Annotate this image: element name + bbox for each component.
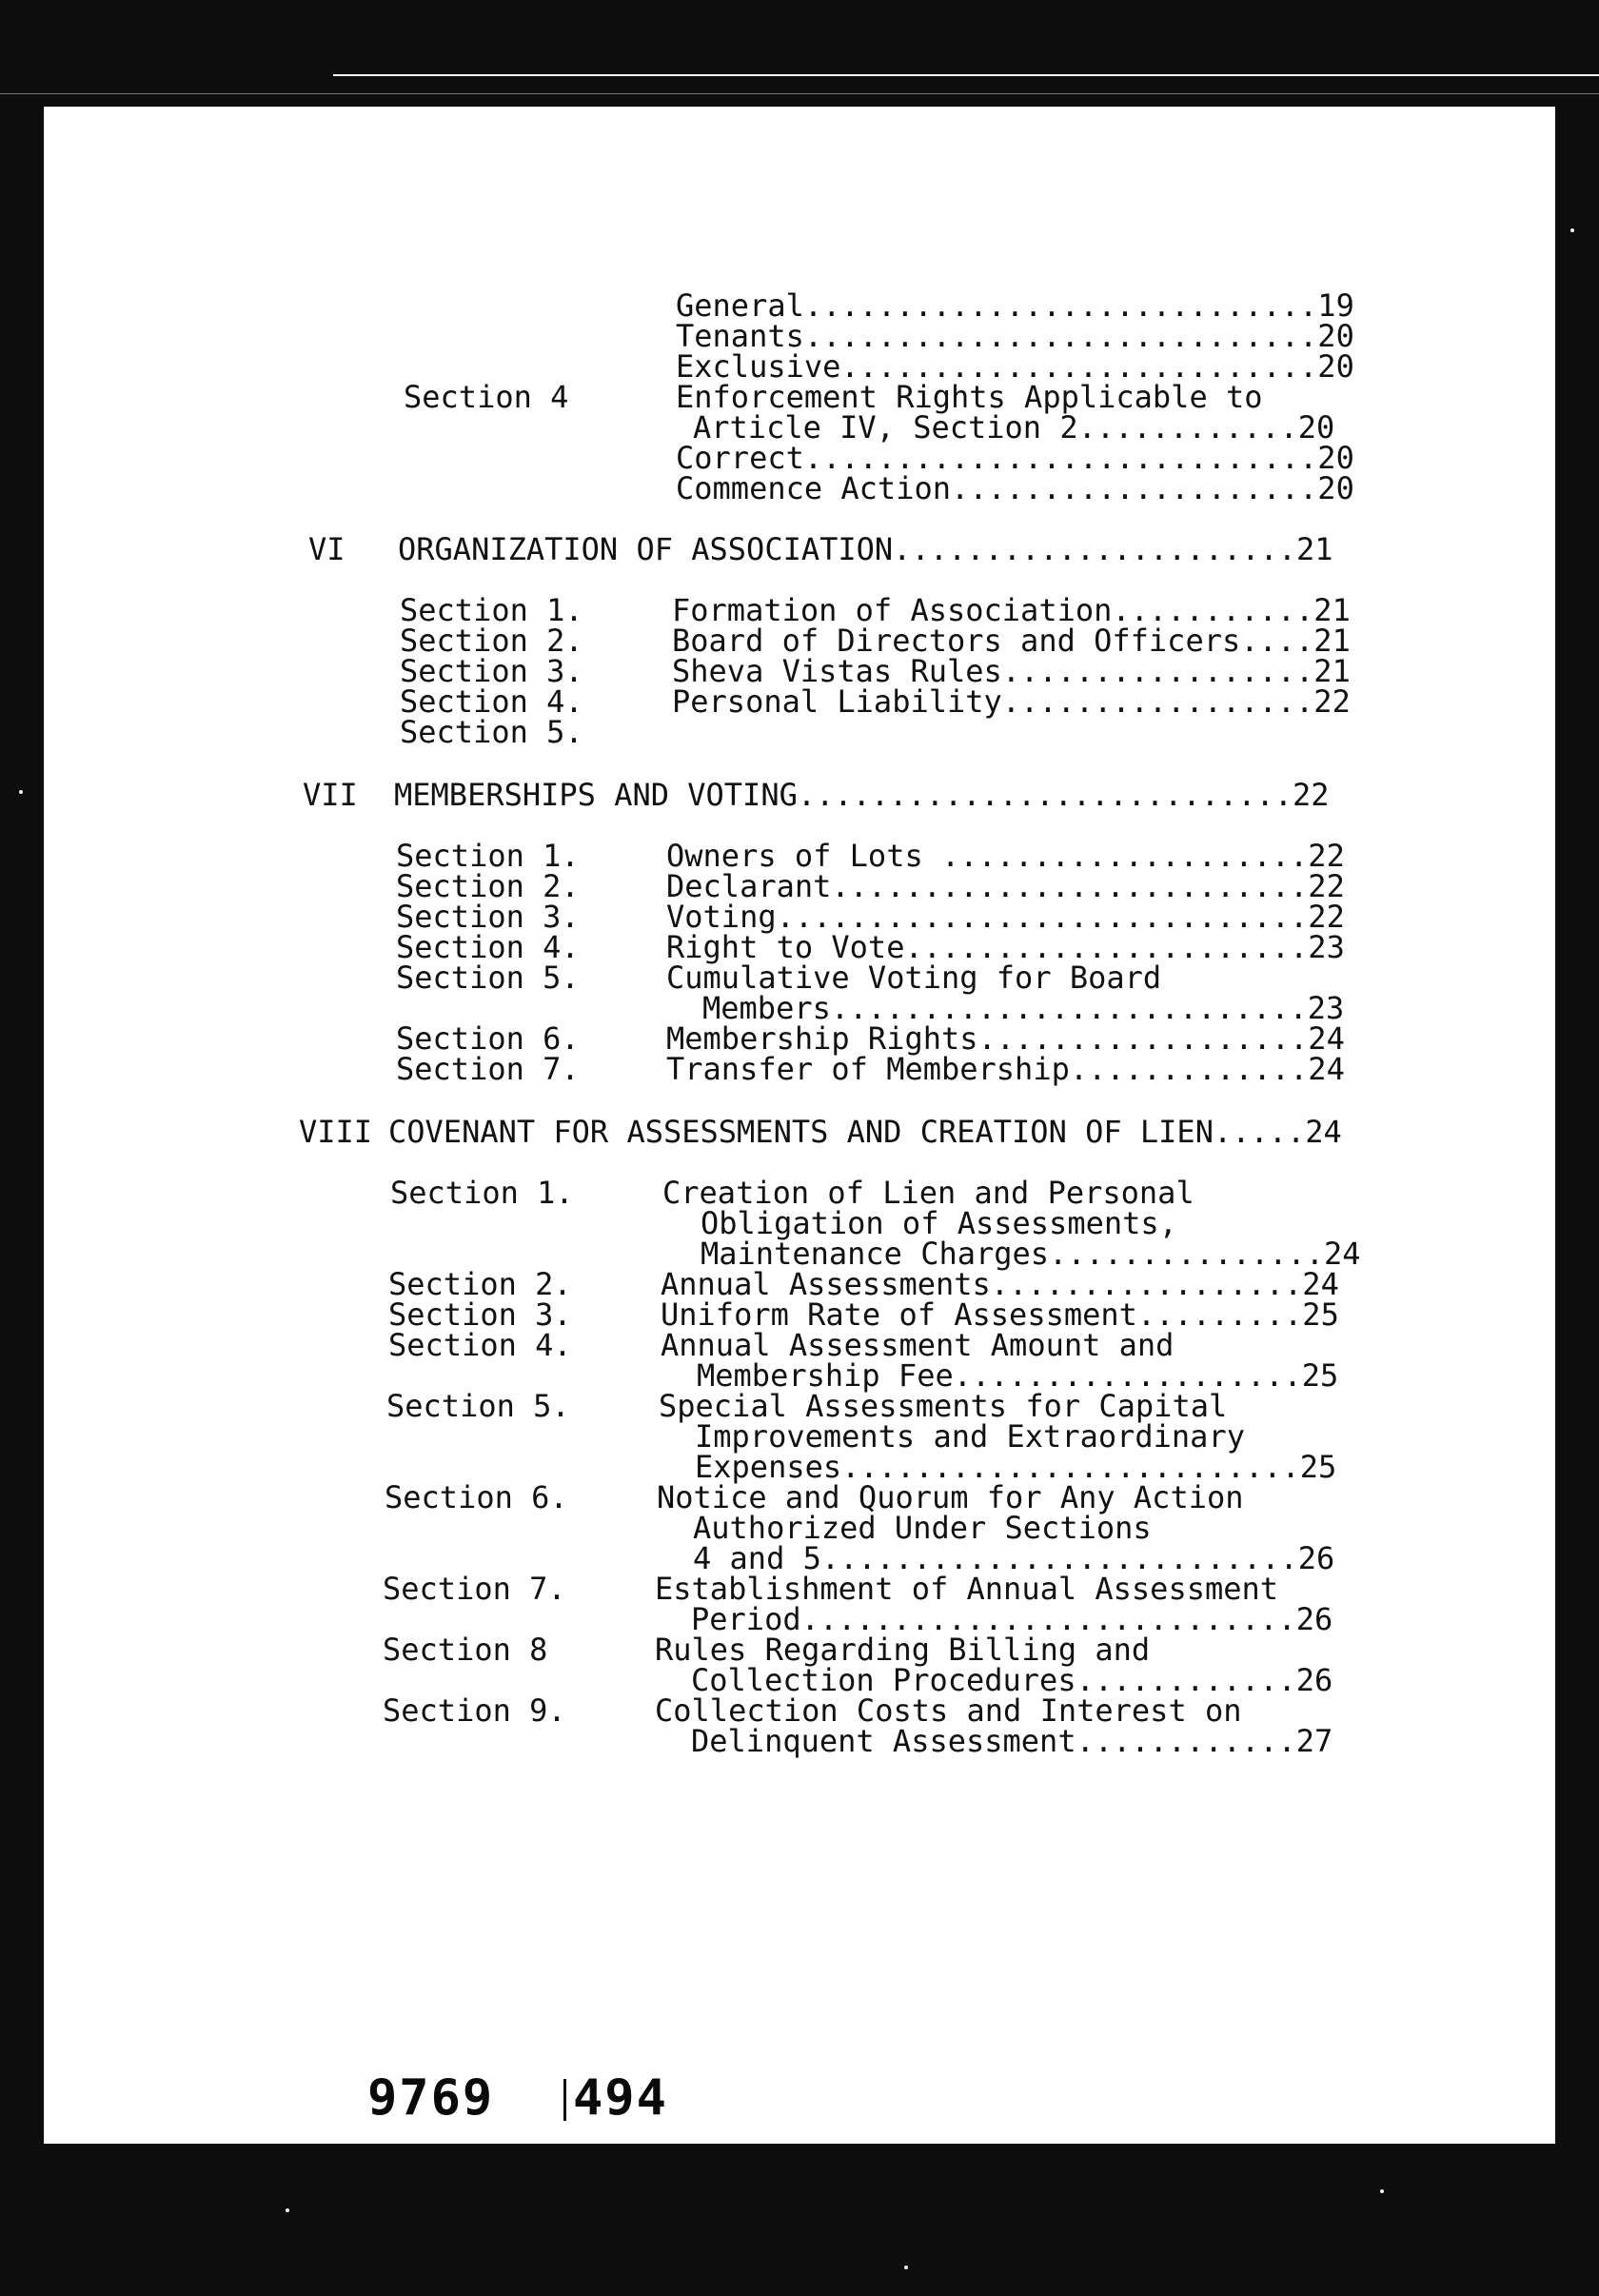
section-title: Annual Assessment Amount and: [661, 1327, 1175, 1363]
section-label: Section 7.: [396, 1051, 580, 1087]
section-title-cont: Delinquent Assessment............27: [691, 1723, 1333, 1759]
scan-artifact-line: [0, 93, 1599, 94]
scan-speck: [1380, 2189, 1384, 2193]
section-title: Voting.............................22: [666, 899, 1345, 935]
scan-speck: [19, 790, 23, 794]
section-label: Section 3.: [396, 899, 580, 935]
section-label: Section 4.: [400, 683, 583, 720]
section-title-cont: 4 and 5..........................26: [693, 1540, 1335, 1576]
article-numeral: VII: [303, 777, 358, 813]
toc-entry-exclusive: Exclusive..........................20: [676, 348, 1354, 385]
section-title: Collection Costs and Interest on: [655, 1692, 1242, 1729]
section-title: Rules Regarding Billing and: [655, 1632, 1151, 1668]
section-title-cont: Membership Fee...................25: [697, 1357, 1339, 1394]
section-title-cont: Expenses.........................25: [695, 1449, 1337, 1485]
section-title: Declarant..........................22: [666, 868, 1345, 904]
section-label: Section 6.: [396, 1020, 580, 1057]
section-title: Notice and Quorum for Any Action: [657, 1479, 1244, 1515]
section-title-cont: Authorized Under Sections: [693, 1510, 1152, 1546]
toc-entry-general: General............................19: [676, 287, 1354, 324]
section-label: Section 4.: [396, 929, 580, 965]
section-title-cont: Maintenance Charges...............24: [701, 1236, 1361, 1272]
scan-artifact-line: [333, 74, 1599, 76]
section-title: Cumulative Voting for Board: [666, 960, 1162, 996]
section-label: Section 1.: [390, 1175, 574, 1211]
page-number-stamp: 494: [573, 2069, 668, 2127]
section-title-cont: Period...........................26: [691, 1601, 1333, 1637]
section-title: Special Assessments for Capital: [659, 1388, 1228, 1424]
section-label: Section 2.: [396, 868, 580, 904]
section-title: Owners of Lots ....................22: [666, 838, 1345, 874]
document-page: [44, 107, 1555, 2144]
toc-entry-commence-action: Commence Action....................20: [676, 470, 1354, 506]
article-heading: ORGANIZATION OF ASSOCIATION......................21: [398, 531, 1333, 567]
section-label: Section 7.: [383, 1571, 566, 1607]
section-title: Creation of Lien and Personal: [662, 1175, 1194, 1211]
section-label: Section 2.: [400, 623, 583, 659]
article-numeral: VI: [308, 531, 345, 567]
section-label: Section 3.: [388, 1296, 572, 1333]
section-title-cont: Improvements and Extraordinary: [695, 1418, 1245, 1455]
scan-speck: [904, 2266, 908, 2269]
stamp-separator-mark: [563, 2079, 566, 2121]
toc-entry-correct: Correct............................20: [676, 440, 1354, 476]
section-title-cont: Members..........................23: [702, 990, 1345, 1026]
toc-entry-enforcement-cont: Article IV, Section 2............20: [693, 409, 1335, 445]
toc-entry-enforcement: Enforcement Rights Applicable to: [676, 379, 1263, 415]
section-title-cont: Collection Procedures............26: [691, 1662, 1333, 1698]
section-label: Section 5.: [400, 714, 583, 750]
section-label: Section 6.: [385, 1479, 568, 1515]
article-heading: COVENANT FOR ASSESSMENTS AND CREATION OF LIEN.....24: [388, 1114, 1342, 1150]
section-title: Transfer of Membership.............24: [666, 1051, 1345, 1087]
section-label: Section 4.: [388, 1327, 572, 1363]
section-title: Board of Directors and Officers....21: [672, 623, 1351, 659]
section-title: Annual Assessments.................24: [661, 1266, 1339, 1302]
section-label: Section 2.: [388, 1266, 572, 1302]
section-title: Right to Vote......................23: [666, 929, 1345, 965]
section-label: Section 3.: [400, 653, 583, 689]
section-title: Formation of Association...........21: [672, 592, 1351, 628]
toc-entry-tenants: Tenants............................20: [676, 318, 1354, 354]
scan-speck: [1570, 228, 1574, 232]
section-title: Sheva Vistas Rules.................21: [672, 653, 1351, 689]
section-title: Membership Rights..................24: [666, 1020, 1345, 1057]
section-label: Section 1.: [396, 838, 580, 874]
section-label: Section 4: [404, 379, 569, 415]
article-numeral: VIII: [299, 1114, 373, 1150]
section-label: Section 9.: [383, 1692, 566, 1729]
section-label: Section 5.: [396, 960, 580, 996]
article-heading: MEMBERSHIPS AND VOTING...........................22: [394, 777, 1330, 813]
document-number-stamp: 9769: [367, 2069, 495, 2127]
section-title-cont: Obligation of Assessments,: [701, 1205, 1177, 1241]
section-label: Section 8: [383, 1632, 548, 1668]
section-label: Section 1.: [400, 592, 583, 628]
section-title: Uniform Rate of Assessment.........25: [661, 1296, 1339, 1333]
section-title: Establishment of Annual Assessment: [655, 1571, 1279, 1607]
scan-speck: [286, 2208, 289, 2212]
section-label: Section 5.: [386, 1388, 570, 1424]
section-title: Personal Liability.................22: [672, 683, 1351, 720]
